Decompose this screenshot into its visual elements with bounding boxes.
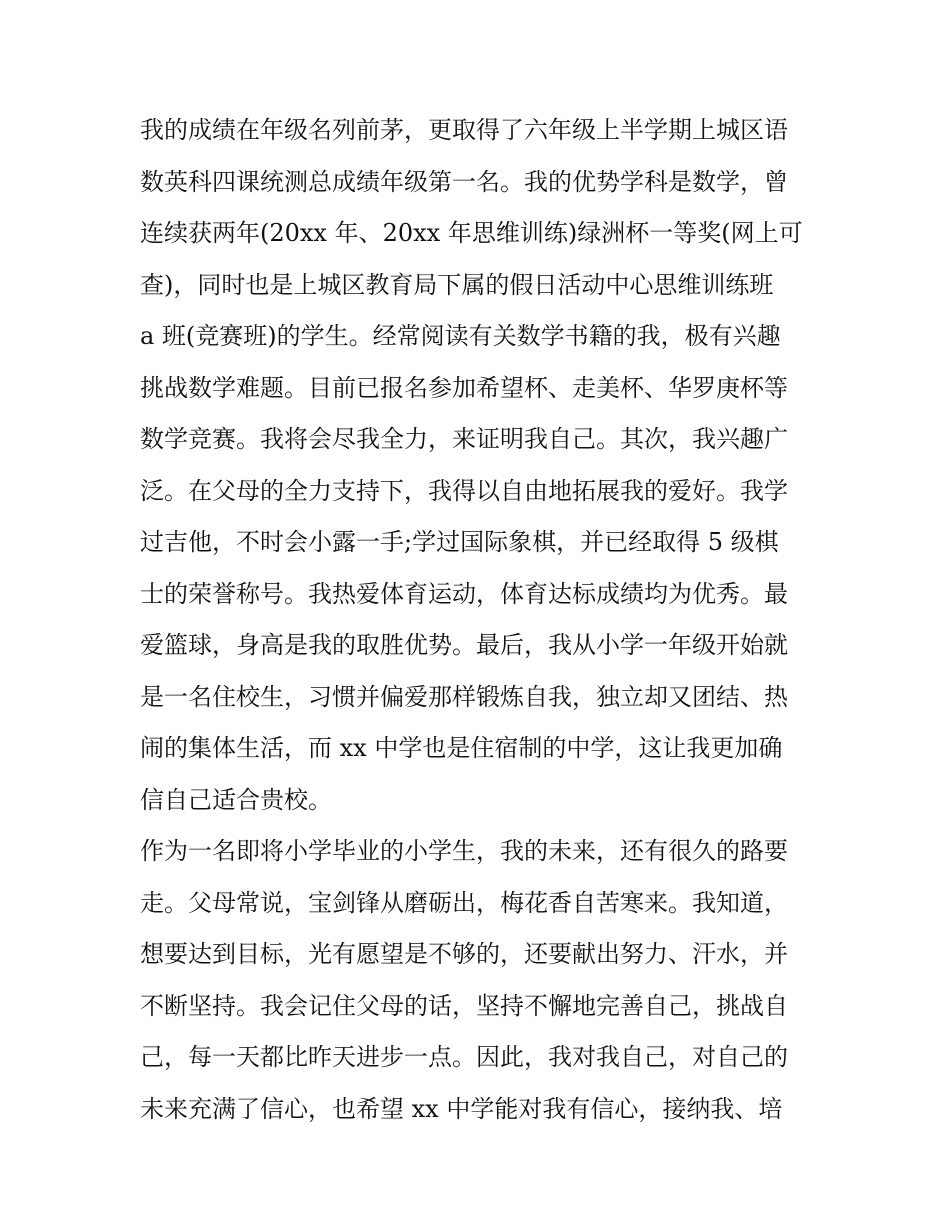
text-line: 是一名住校生，习惯并偏爱那样锻炼自我，独立却又团结、热 [140,682,788,711]
text-line: a 班(竞赛班)的学生。经常阅读有关数学书籍的我，极有兴趣 [140,322,781,350]
text-line: 连续获两年(20xx 年、20xx 年思维训练)绿洲杯一等奖(网上可 [140,219,803,247]
text-line: 士的荣誉称号。我热爱体育运动，体育达标成绩均为优秀。最 [140,579,788,608]
text-line: 查)，同时也是上城区教育局下属的假日活动中心思维训练班 [140,270,774,299]
text-line: 想要达到目标，光有愿望是不够的，还要献出努力、汗水，并 [140,940,788,968]
text-line: 挑战数学难题。目前已报名参加希望杯、走美杯、华罗庚杯等 [140,373,788,402]
body-text [140,105,820,1135]
text-line: 数学竞赛。我将会尽我全力，来证明我自己。其次，我兴趣广 [140,425,788,453]
text-line: 我的成绩在年级名列前茅，更取得了六年级上半学期上城区语 [140,116,788,144]
text-line: 数英科四课统测总成绩年级第一名。我的优势学科是数学，曾 [140,167,788,196]
text-line: 未来充满了信心，也希望 xx 中学能对我有信心，接纳我、培 [140,1094,783,1123]
text-line: 走。父母常说，宝剑锋从磨砺出，梅花香自苦寒来。我知道， [140,888,788,917]
text-line: 过吉他，不时会小露一手;学过国际象棋，并已经取得 5 级棋 [140,528,779,556]
text-line: 不断坚持。我会记住父母的话，坚持不懈地完善自己，挑战自 [140,991,788,1020]
text-line: 作为一名即将小学毕业的小学生，我的未来，还有很久的路要 [140,837,788,865]
text-line: 信自己适合贵校。 [140,785,332,814]
text-line: 己，每一天都比昨天进步一点。因此，我对我自己，对自己的 [140,1043,788,1071]
text-line: 泛。在父母的全力支持下，我得以自由地拓展我的爱好。我学 [140,476,788,505]
text-line: 闹的集体生活，而 xx 中学也是住宿制的中学，这让我更加确 [140,734,783,762]
text-line: 爱篮球，身高是我的取胜优势。最后，我从小学一年级开始就 [140,631,788,659]
